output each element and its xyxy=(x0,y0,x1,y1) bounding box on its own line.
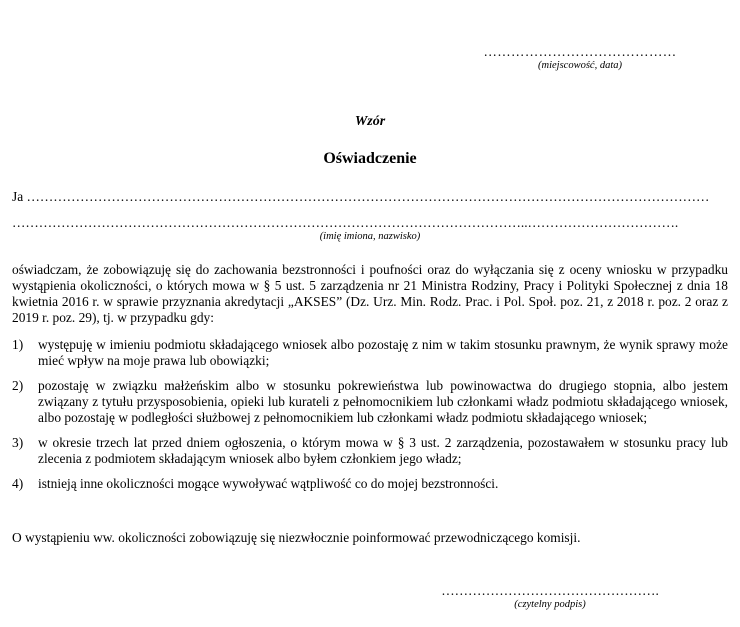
condition-item xyxy=(12,378,728,426)
signature-field xyxy=(420,583,680,611)
document-label: Wzór xyxy=(354,114,386,129)
place-date-caption: (miejscowość, data) xyxy=(538,60,622,71)
signature-caption: (czytelny podpis) xyxy=(514,599,586,610)
condition-text: istnieją inne okoliczności mogące wywoływać wątpliwość co do mojej bezstronności. xyxy=(38,476,499,491)
condition-number: 3) xyxy=(12,435,24,450)
signature-dots: …………………………………………. xyxy=(441,583,659,598)
condition-item xyxy=(12,435,728,467)
declaration-intro-text: oświadczam, że zobowiązuję się do zachowania bezstronności i poufności oraz do wyłączania się z oceny wniosku w przypadku wystąpienia okoliczności, o których mowa w § 5 ust. 5 zarządzenia nr 21 Ministra Rodziny, Pracy i Polityki Społecznej z dnia 18 kwietnia 2016 r. w sprawie przyznania akredytacji „AKSES” (Dz. Urz. Min. Rodz. Prac. i Pol. Społ. poz. 21, z 2018 r. poz. 2 oraz z 2019 r. poz. 29), tj. w przypadku gdy: xyxy=(12,262,728,325)
condition-text: pozostaję w związku małżeńskim albo w stosunku pokrewieństwa lub powinowactwa do drugiego stopnia, albo jestem związany z tytułu przysposobienia, opieki lub kurateli z pełnomocnikiem lub członkami władz podmiotu składającego wniosek, albo pozostaję w podległości służbowej z pełnomocnikiem lub członkami władz podmiotu składającego wniosek; xyxy=(38,378,728,425)
place-date-dots: …………………………………… xyxy=(483,44,677,59)
condition-text: występuję w imieniu podmiotu składającego wniosek albo pozostaję z nim w takim stosunku prawnym, że wynik sprawy może mieć wpływ na moje prawa lub obowiązki; xyxy=(38,337,728,368)
name-field-line-2: ……………………………………………………………………………………………………..……………………………. xyxy=(12,215,679,230)
name-field-caption: (imię imiona, nazwisko) xyxy=(319,231,421,242)
condition-number: 2) xyxy=(12,378,24,393)
conditions-list xyxy=(12,337,728,501)
condition-item xyxy=(12,337,728,369)
condition-item xyxy=(12,476,728,492)
condition-number: 1) xyxy=(12,337,24,352)
name-field-line-1: Ja ……………………………………………………………………………………………………………………………………… xyxy=(12,189,710,204)
closing-statement: O wystąpieniu ww. okoliczności zobowiązuję się niezwłocznie poinformować przewodniczącego komisji. xyxy=(12,530,581,545)
document-heading: Oświadczenie xyxy=(323,150,417,167)
place-date-field xyxy=(460,44,700,72)
condition-number: 4) xyxy=(12,476,24,491)
declaration-intro xyxy=(12,262,728,326)
condition-text: w okresie trzech lat przed dniem ogłoszenia, o którym mowa w § 3 ust. 2 zarządzenia, pozostawałem w stosunku pracy lub zlecenia z podmiotem składającym wniosek albo byłem członkiem jego władz; xyxy=(38,435,728,466)
